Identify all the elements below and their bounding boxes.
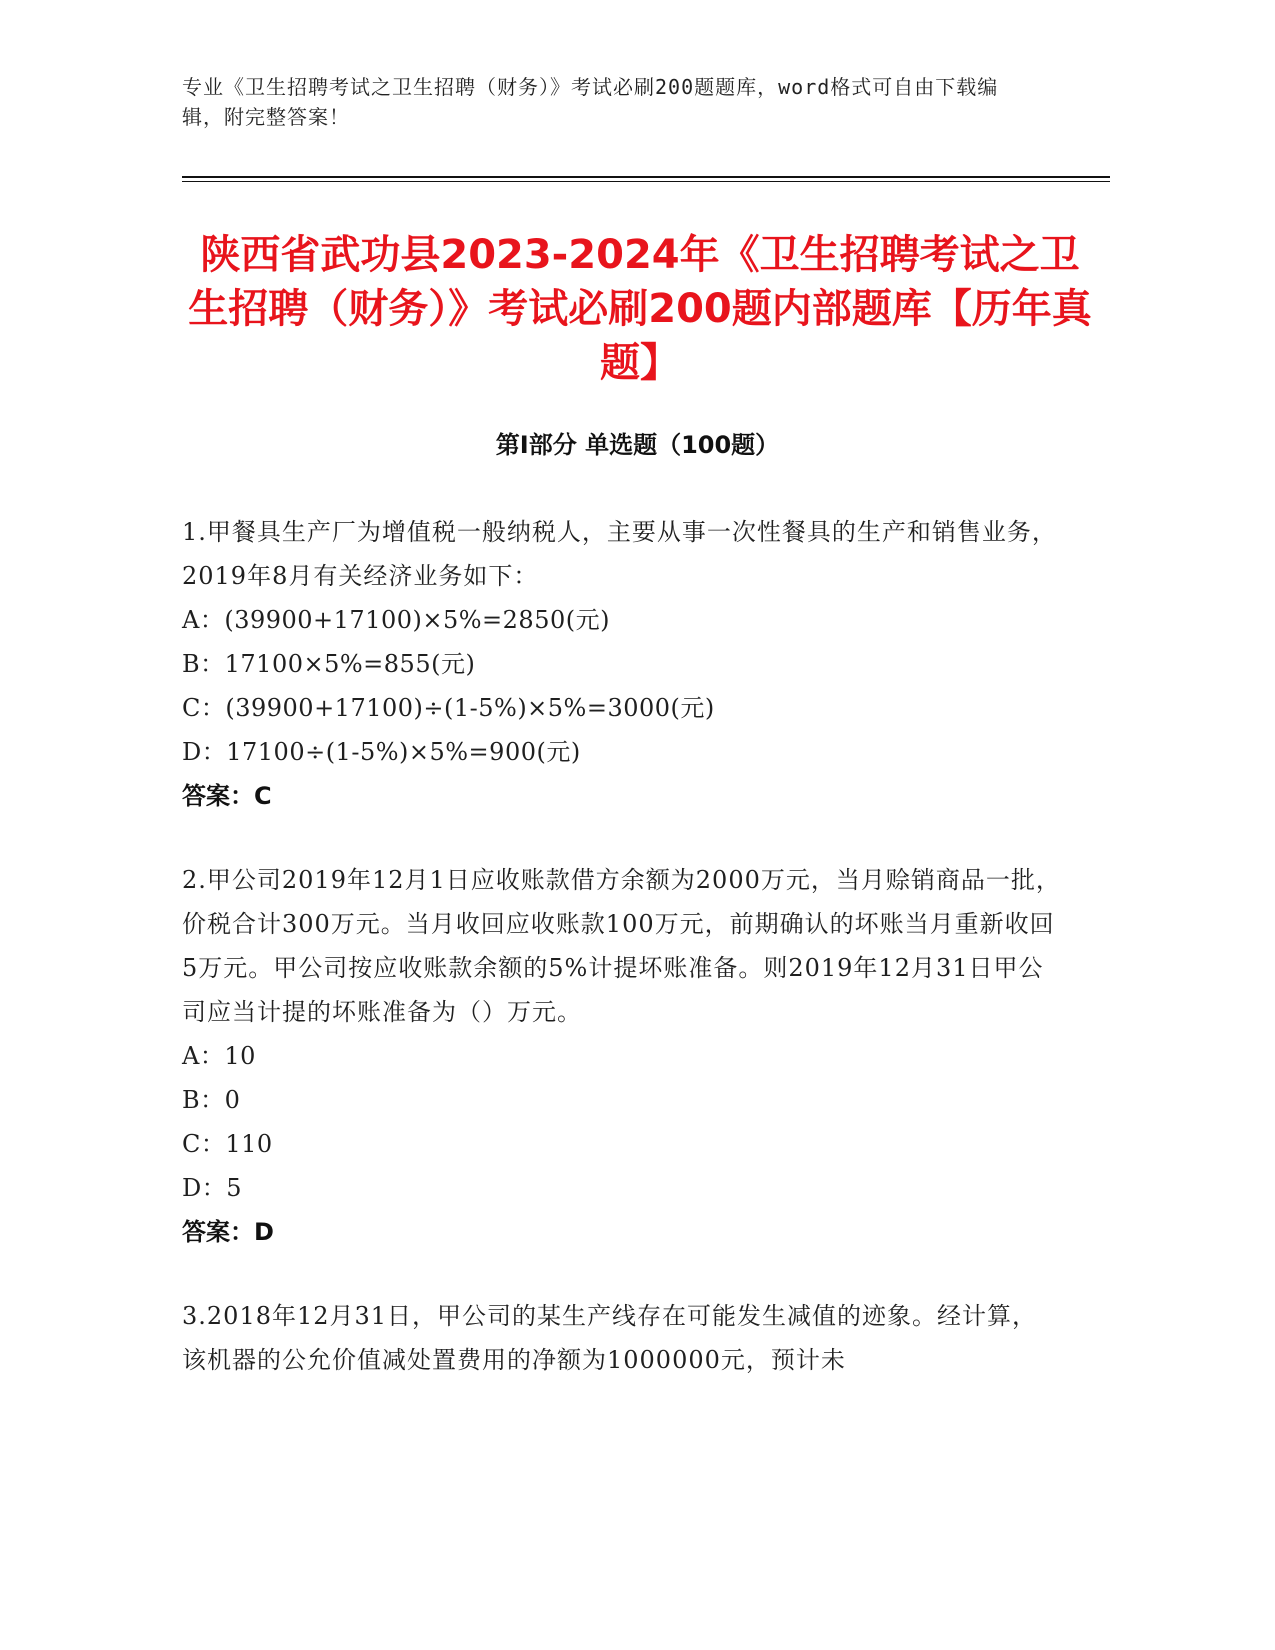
section-heading: 第Ⅰ部分 单选题（100题） xyxy=(495,431,780,459)
option-b: B：17100×5%=855(元) xyxy=(182,650,476,678)
answer-label: 答案：D xyxy=(182,1218,274,1246)
header-divider-thin xyxy=(182,181,1110,182)
answer-label: 答案：C xyxy=(182,782,272,810)
option-a: A：(39900+17100)×5%=2850(元) xyxy=(182,606,610,634)
header-note: 专业《卫生招聘考试之卫生招聘（财务）》考试必刷200题题库，word格式可自由下载编辑，附完整答案！ xyxy=(182,75,999,129)
question-2 xyxy=(182,858,1062,1254)
question-list xyxy=(182,510,1062,1422)
question-text: 3.2018年12月31日，甲公司的某生产线存在可能发生减值的迹象。经计算，该机器的公允价值减处置费用的净额为1000000元，预计未 xyxy=(182,1302,1038,1374)
option-c: C：110 xyxy=(182,1130,273,1158)
document-title: 陕西省武功县2023-2024年《卫生招聘考试之卫生招聘（财务）》考试必刷200题内部题库【历年真题】 xyxy=(188,232,1092,386)
option-d: D：5 xyxy=(182,1174,243,1202)
question-text: 1.甲餐具生产厂为增值税一般纳税人，主要从事一次性餐具的生产和销售业务，2019年8月有关经济业务如下： xyxy=(182,518,1057,590)
header-divider-thick xyxy=(182,176,1110,178)
option-a: A：10 xyxy=(182,1042,256,1070)
option-c: C：(39900+17100)÷(1-5%)×5%=3000(元) xyxy=(182,694,715,722)
question-text: 2.甲公司2019年12月1日应收账款借方余额为2000万元，当月赊销商品一批，价税合计300万元。当月收回应收账款100万元，前期确认的坏账当月重新收回5万元。甲公司按应收账款余额的5%计提坏账准备。则2019年12月31日甲公司应当计提的坏账准备为（）万元。 xyxy=(182,866,1061,1026)
question-3 xyxy=(182,1294,1062,1382)
question-1 xyxy=(182,510,1062,818)
option-b: B：0 xyxy=(182,1086,241,1114)
option-d: D：17100÷(1-5%)×5%=900(元) xyxy=(182,738,581,766)
